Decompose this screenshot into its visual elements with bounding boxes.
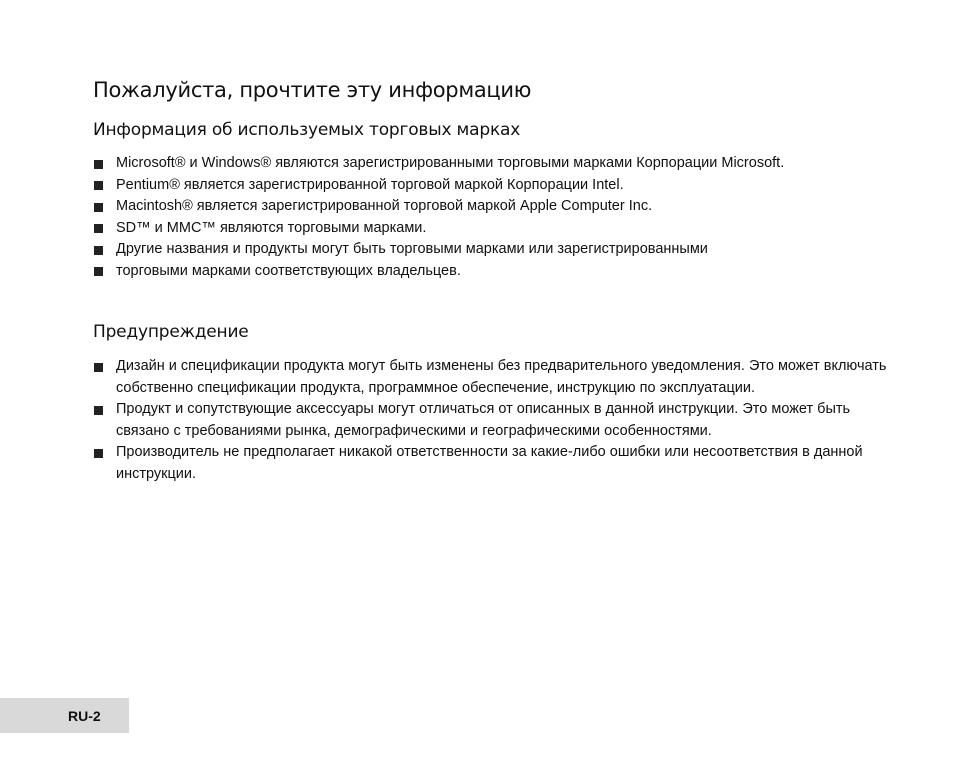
list-item	[93, 442, 893, 485]
list-item-text: Продукт и сопутствующие аксессуары могут отличаться от описанных в данной инструкции. Это может быть связано с требованиями рынка, демографическими и географическими особенностями.	[116, 401, 851, 439]
square-bullet-icon	[94, 406, 103, 415]
trademarks-list	[93, 153, 893, 282]
list-item	[93, 239, 893, 261]
square-bullet-icon	[94, 363, 103, 372]
list-item-text: SD™ и MMC™ являются торговыми марками.	[116, 219, 427, 236]
square-bullet-icon	[94, 449, 103, 458]
warning-list	[93, 356, 893, 485]
square-bullet-icon	[94, 203, 103, 212]
list-item-text: Производитель не предполагает никакой ответственности за какие-либо ошибки или несоответствия в данной инструкции.	[116, 444, 863, 482]
trademarks-heading: Информация об используемых торговых марках	[93, 120, 521, 140]
list-item	[93, 196, 893, 218]
list-item-text: Pentium® является зарегистрированной торговой маркой Корпорации Intel.	[116, 176, 624, 193]
list-item-text: Дизайн и спецификации продукта могут быть изменены без предварительного уведомления. Это может включать собственно спецификации продукта, программное обеспечение, инструкцию по эксплуатации.	[116, 358, 887, 396]
square-bullet-icon	[94, 246, 103, 255]
list-item	[93, 175, 893, 197]
page-title: Пожалуйста, прочтите эту информацию	[93, 78, 532, 102]
square-bullet-icon	[94, 267, 103, 276]
square-bullet-icon	[94, 224, 103, 233]
list-item-text: Другие названия и продукты могут быть торговыми марками или зарегистрированными	[116, 241, 708, 257]
list-item	[93, 356, 893, 399]
list-item	[93, 261, 893, 283]
list-item	[93, 218, 893, 240]
list-item-text: Macintosh® является зарегистрированной торговой маркой Apple Computer Inc.	[116, 198, 653, 214]
warning-heading: Предупреждение	[93, 322, 249, 342]
list-item	[93, 153, 893, 175]
list-item	[93, 399, 893, 442]
square-bullet-icon	[94, 160, 103, 169]
list-item-text: торговыми марками соответствующих владельцев.	[116, 262, 461, 279]
page-number: RU-2	[68, 708, 101, 724]
square-bullet-icon	[94, 181, 103, 190]
page-number-tab	[0, 698, 129, 733]
list-item-text: Microsoft® и Windows® являются зарегистрированными торговыми марками Корпорации Microsoft.	[116, 155, 785, 171]
